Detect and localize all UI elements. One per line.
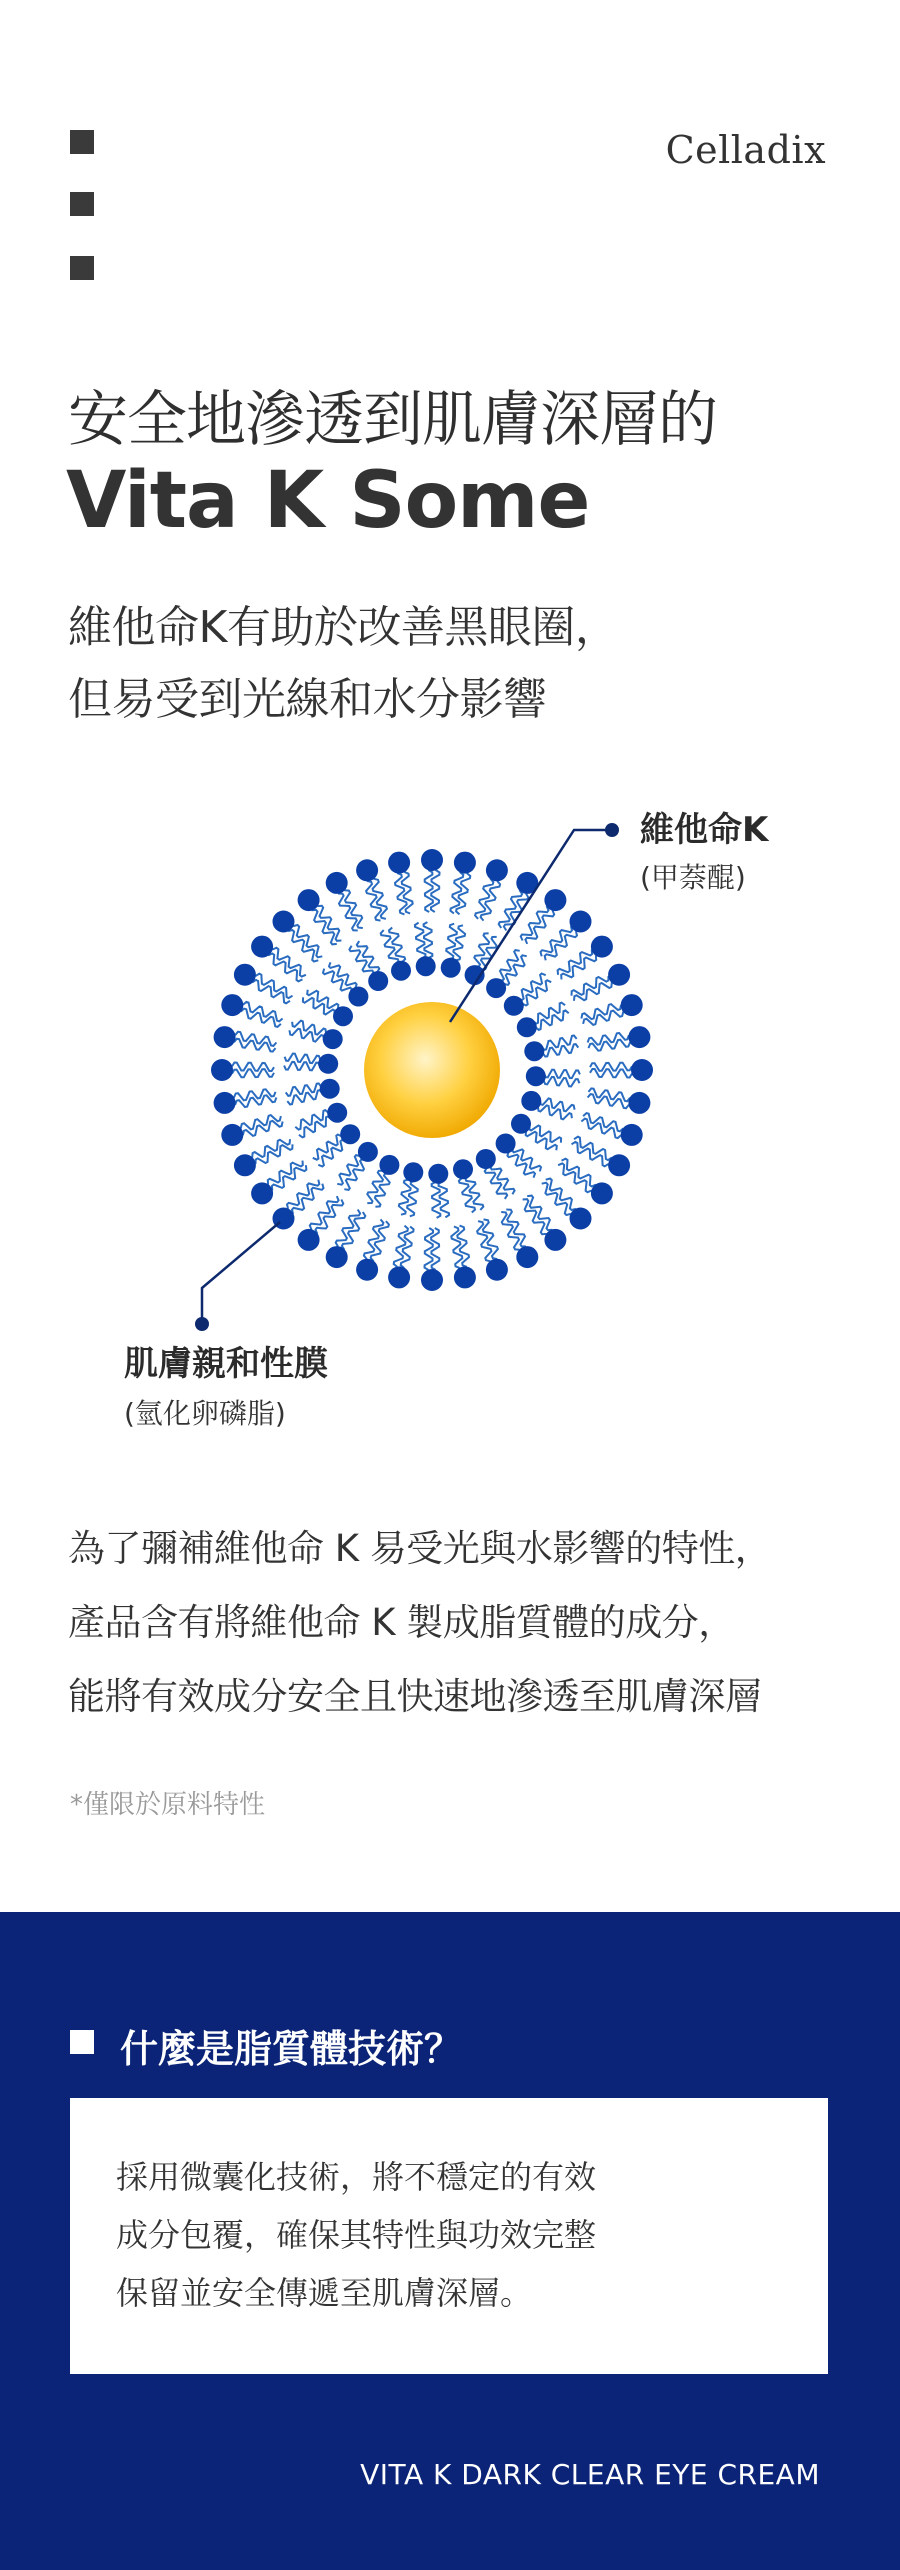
body-line: 產品含有將維他命 K 製成脂質體的成分， — [68, 1601, 735, 1644]
lipid-tail — [574, 1137, 612, 1160]
question-bullet-icon — [70, 2030, 94, 2054]
lipid-head — [504, 996, 524, 1016]
subtitle — [68, 592, 618, 736]
lipid-tail — [312, 910, 337, 945]
subtitle-line: 維他命K有助於改善黑眼圈， — [68, 602, 619, 653]
vitamin-k-sublabel: (甲萘醌) — [640, 861, 746, 894]
lipid-tail — [522, 980, 551, 1005]
lipid-head — [356, 1259, 378, 1281]
leader-line-membrane — [202, 1222, 280, 1322]
info-line: 成分包覆，確保其特性與功效完整 — [116, 2216, 597, 2254]
lipid-tail — [344, 890, 362, 928]
lipid-tail — [256, 1144, 293, 1164]
lipid-tail — [506, 1210, 526, 1247]
lipid-head — [358, 1142, 378, 1162]
lipid-tail — [317, 906, 341, 941]
lipid-tail — [439, 1182, 450, 1218]
lipid-head — [273, 911, 295, 933]
lipid-tail — [313, 1135, 342, 1160]
membrane-sublabel: (氫化卵磷脂) — [124, 1397, 286, 1430]
lipid-head — [476, 1149, 496, 1169]
lipid-tail — [349, 946, 373, 976]
lipid-head — [234, 964, 256, 986]
headline: 安全地滲透到肌膚深層的 — [68, 385, 717, 455]
lipid-tail — [526, 1131, 557, 1151]
lipid-head — [298, 1229, 320, 1251]
membrane-label: 肌膚親和性膜 — [124, 1344, 328, 1384]
lipid-head — [526, 1066, 546, 1086]
lipid-tail — [544, 1070, 580, 1078]
leader-dot-vitamin-k — [605, 823, 619, 837]
lipid-head — [486, 1259, 508, 1281]
lipid-head — [388, 1266, 410, 1288]
lipid-head — [486, 978, 506, 998]
lipid-tail — [425, 1228, 434, 1270]
lipid-head — [516, 1246, 538, 1268]
lipid-tail — [425, 870, 433, 912]
decor-square-2 — [70, 192, 94, 216]
lipid-head — [356, 859, 378, 881]
lipid-head — [524, 1041, 544, 1061]
lipid-head — [326, 1246, 348, 1268]
lipid-head — [214, 1092, 236, 1114]
body-paragraph — [68, 1512, 771, 1734]
lipid-tail — [459, 1178, 475, 1213]
body-line: 能將有效成分安全且快速地滲透至肌膚深層 — [68, 1675, 762, 1718]
lipid-tail — [252, 1139, 290, 1157]
lipid-tail — [232, 1063, 274, 1072]
lipid-head — [453, 1159, 473, 1179]
lipid-tail — [389, 928, 405, 963]
lipid-tail — [501, 1212, 519, 1250]
lipid-tail — [544, 1077, 580, 1087]
lipid-head — [621, 994, 643, 1016]
lipid-tail — [529, 1125, 561, 1143]
decor-square-1 — [70, 130, 94, 154]
lipid-head — [591, 936, 613, 958]
lipid-head — [591, 1182, 613, 1204]
product-name-footer: VITA K DARK CLEAR EYE CREAM — [360, 2458, 820, 2491]
lipid-head — [511, 1114, 531, 1134]
lipid-head — [318, 1054, 338, 1074]
info-line: 採用微囊化技術，將不穩定的有效 — [116, 2158, 597, 2196]
lipid-head — [340, 1124, 360, 1144]
vitamin-k-label: 維他命K — [640, 810, 769, 850]
lipid-tail — [527, 1196, 552, 1231]
product-title: Vita K Some — [66, 456, 590, 546]
lipid-head — [323, 1029, 343, 1049]
lipid-tail — [357, 941, 380, 972]
lipid-head — [621, 1124, 643, 1146]
lipid-head — [416, 956, 436, 976]
lipid-head — [517, 1017, 537, 1037]
lipid-head — [234, 1154, 256, 1176]
lipid-tail — [381, 930, 399, 964]
lipid-head — [454, 852, 476, 874]
lipid-head — [403, 1162, 423, 1182]
lipid-tail — [499, 890, 522, 928]
brand-logo: Celladix — [665, 128, 826, 172]
lipid-tail — [542, 1036, 577, 1050]
info-line: 保留並安全傳遞至肌膚深層。 — [116, 2274, 533, 2312]
lipid-tail — [432, 1182, 441, 1218]
lipid-head — [521, 1091, 541, 1111]
lipid-head — [628, 1092, 650, 1114]
lipid-head — [608, 1154, 630, 1176]
lipid-tail — [303, 997, 335, 1015]
lipid-head — [421, 1269, 443, 1291]
info-card — [70, 2098, 828, 2374]
lipid-tail — [561, 955, 596, 979]
lipid-head — [251, 936, 273, 958]
lipid-head — [628, 1026, 650, 1048]
lipid-tail — [256, 974, 293, 998]
decor-square-3 — [70, 256, 94, 280]
lipid-tail — [466, 1176, 484, 1210]
info-title: 什麼是脂質體技術？ — [120, 2027, 463, 2071]
lipid-head — [544, 889, 566, 911]
lipid-head — [421, 849, 443, 871]
lipid-tail — [572, 976, 609, 996]
lipid-tail — [287, 1090, 322, 1104]
leader-dot-membrane — [195, 1317, 209, 1331]
lipid-head — [391, 961, 411, 981]
lipid-head — [388, 852, 410, 874]
lipid-head — [486, 859, 508, 881]
lipid-tail — [523, 1199, 547, 1234]
lipid-tail — [431, 870, 440, 912]
lipid-tail — [431, 1228, 439, 1270]
lipid-head — [326, 872, 348, 894]
lipid-tail — [572, 1142, 609, 1166]
footnote: *僅限於原料特性 — [70, 1790, 266, 1820]
lipid-tail — [491, 1164, 515, 1194]
lipid-head — [327, 1103, 347, 1123]
lipid-tail — [558, 950, 593, 975]
lipid-head — [544, 1229, 566, 1251]
lipid-head — [221, 1124, 243, 1146]
lipid-tail — [415, 923, 426, 959]
lipid-head — [251, 1182, 273, 1204]
lipid-tail — [424, 922, 433, 958]
lipid-head — [454, 1266, 476, 1288]
lipid-tail — [232, 1069, 274, 1077]
vitamin-k-core — [364, 1002, 500, 1138]
lipid-tail — [590, 1063, 632, 1071]
lipid-head — [333, 1006, 353, 1026]
lipid-head — [496, 1134, 516, 1154]
lipid-tail — [342, 1212, 365, 1250]
lipid-tail — [590, 1069, 632, 1078]
lipid-head — [441, 958, 461, 978]
lipid-head — [214, 1026, 236, 1048]
lipid-tail — [336, 1210, 360, 1247]
lipid-head — [368, 971, 388, 991]
lipid-head — [570, 1208, 592, 1230]
lipid-head — [379, 1155, 399, 1175]
lipid-head — [428, 1164, 448, 1184]
lipid-head — [211, 1059, 233, 1081]
lipid-tail — [504, 894, 528, 931]
lipid-head — [320, 1079, 340, 1099]
lipid-tail — [285, 1054, 321, 1064]
lipid-head — [298, 889, 320, 911]
lipid-head — [631, 1059, 653, 1081]
lipid-tail — [338, 894, 358, 931]
lipid-tail — [307, 990, 338, 1010]
lipid-head — [570, 911, 592, 933]
lipid-tail — [268, 1161, 303, 1185]
info-card-text — [116, 2148, 596, 2322]
lipid-tail — [485, 1168, 508, 1199]
subtitle-line: 但易受到光線和水分影響 — [68, 674, 547, 725]
lipid-tail — [284, 1062, 320, 1070]
lipid-tail — [252, 980, 290, 1003]
lipid-tail — [574, 982, 612, 1000]
lipid-head — [221, 994, 243, 1016]
lipid-head — [348, 987, 368, 1007]
body-line: 為了彌補維他命 K 易受光與水影響的特性， — [68, 1527, 772, 1570]
lipid-head — [608, 964, 630, 986]
lipid-tail — [272, 1165, 307, 1190]
